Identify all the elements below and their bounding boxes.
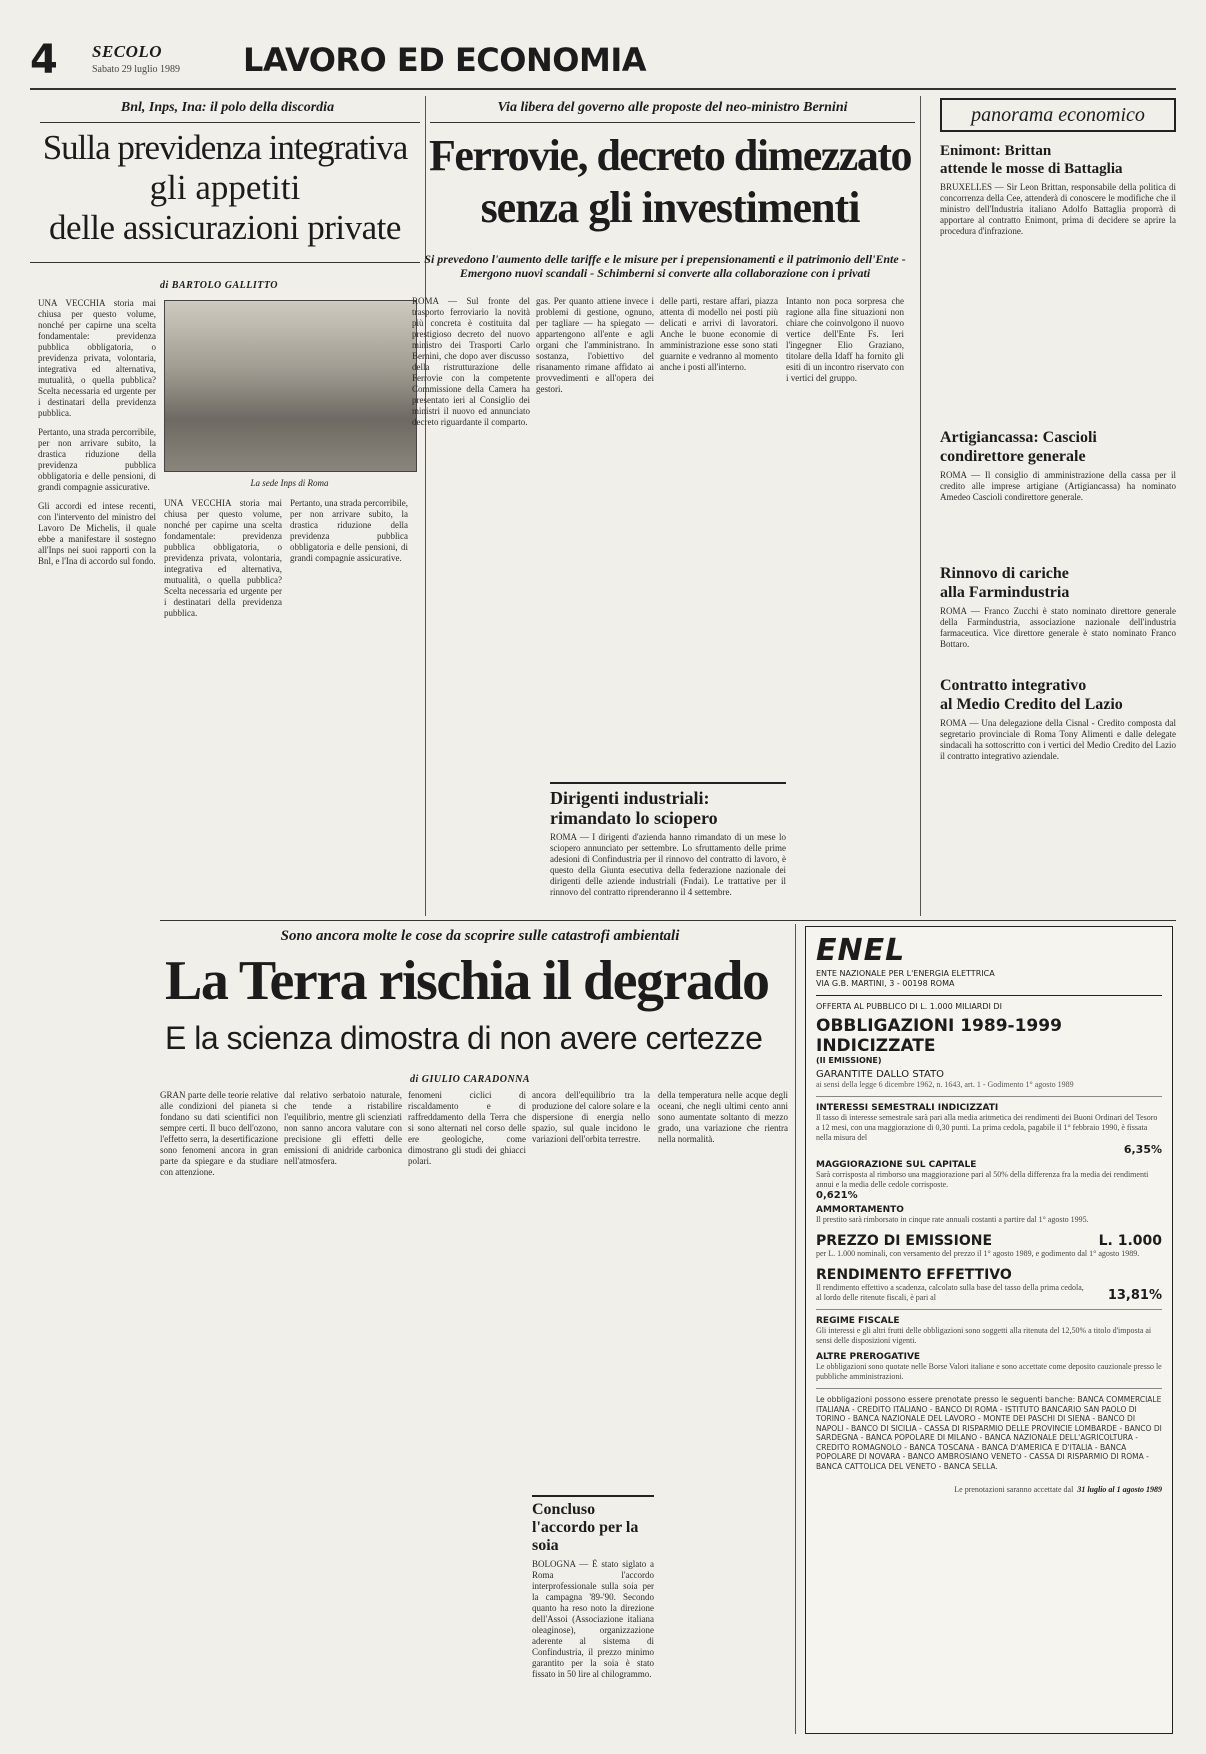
enel-advertisement — [805, 926, 1173, 1734]
enel-amort-head: AMMORTAMENTO — [816, 1205, 904, 1215]
enel-interest-head: INTERESSI SEMESTRALI INDICIZZATI — [816, 1103, 999, 1113]
box-dirigenti-body: ROMA — I dirigenti d'azienda hanno rimandato di un mese lo sciopero annunciato per settembre. Lo sfruttamento delle prime adesioni di Confindustria per il rinnovo del contratto di lavoro, è questo della Giunta esecutiva della federazione nazionale dei dirigenti delle aziende industriali (Fndai). Le trattative per il rinnovo del contratto riprenderanno il 4 settembre. — [550, 832, 786, 897]
box-dirigenti-headline-line2: rimandato lo sciopero — [550, 808, 718, 828]
box-soia-body: BOLOGNA — È stato siglato a Roma l'accordo interprofessionale sulla soia per la campagna '89-'90. Secondo quanto ha reso noto la direzione dell'Assoi (Associazione italiana oleaginose), organizzazione aderente al sistema di Confindustria, il prezzo minimo garantito per la soia è stato fissato in 50 lire al chilogrammo. — [532, 1559, 654, 1679]
article2-headline — [410, 130, 930, 234]
enel-banks-text: Le obbligazioni possono essere prenotate presso le seguenti banche: BANCA COMMERCIALE ITALIANA - CREDITO ITALIANO - BANCO DI ROMA - ISTITUTO BANCARIO SAN PAOLO DI TORINO - BANCA NAZIONALE DEL LAVORO - MONTE DEI PASCHI DI SIENA - BANCO DI NAPOLI - BANCO DI SICILIA - CASSA DI RISPARMIO DELLE PROVINCIE LOMBARDE - BANCO DI SARDEGNA - BANCA POPOLARE DI MILANO - BANCA NAZIONALE DELL'AGRICOLTURA - CREDITO ROMAGNOLO - BANCA TOSCANA - BANCA D'AMERICA E D'ITALIA - BANCA POPOLARE DI NOVARA - BANCO AMBROSIANO VENETO - CASSA DI RISPARMIO DI ROMA - BANCA CATTOLICA DEL VENETO - BANCA SELLA. — [816, 1395, 1162, 1471]
enel-org-line1: ENTE NAZIONALE PER L'ENERGIA ELETTRICA — [816, 969, 995, 978]
article2-body-col4: Intanto non poca sorpresa che ragione alla fine situazioni non chiare che coinvolgono il nuovo vertice dell'Ente Fs. Ieri l'ingegner Elio Graziano, titolare della Idaff ha fornito gli esiti di un incontro riservato con i vertici del gruppo. — [786, 296, 904, 383]
panorama-item3-head-line2: alla Farmindustria — [940, 584, 1070, 601]
enel-price-value: L. 1.000 — [1098, 1233, 1162, 1249]
enel-price-head: PREZZO DI EMISSIONE — [816, 1233, 993, 1249]
enel-interest-text: Il tasso di interesse semestrale sarà pari alla media aritmetica dei rendimenti dei Buoni Ordinari del Tesoro a 12 mesi, con una maggiorazione di 0,30 punti. La prima cedola, pagabile il 1° febbraio 1990, è fissata nella misura del — [816, 1113, 1158, 1142]
enel-guarantee-text: ai sensi della legge 6 dicembre 1962, n. 1643, art. 1 - Godimento 1° agosto 1989 — [816, 1080, 1074, 1089]
lower-section-rule — [160, 920, 1176, 921]
article3-body-col4: ancora dell'equilibrio tra la produzione del calore solare e la dispersione di energia nello spazio, sul quale incidono le variazioni dell'orbita terrestre. — [532, 1090, 650, 1144]
panorama-item3-body: ROMA — Franco Zucchi è stato nominato direttore generale della Farmindustria, associazione nazionale dell'industria farmaceutica. Vice direttore generale è stato nominato Franco Bottaro. — [940, 606, 1176, 649]
article1-body-col1 — [38, 298, 156, 1718]
page-number: 4 — [30, 37, 58, 83]
panorama-item2-head — [940, 428, 1176, 466]
article2-subhead: Si prevedono l'aumento delle tariffe e le misure per i prepensionamenti e il patrimonio dell'Ente - Emergono nuovi scandali - Schimberni si converte alla collaborazione con i privati — [424, 252, 906, 280]
enel-org-line2: VIA G.B. MARTINI, 3 - 00198 ROMA — [816, 979, 955, 988]
enel-title: OBBLIGAZIONI 1989-1999 INDICIZZATE — [816, 1016, 1062, 1056]
page-date: Sabato 29 luglio 1989 — [92, 64, 181, 75]
enel-capital-rate: 0,621% — [816, 1190, 858, 1201]
enel-yield-rate: 13,81% — [1107, 1288, 1162, 1303]
article2-col-rule — [920, 96, 921, 916]
article2-kicker-rule — [430, 122, 915, 123]
enel-guarantee: GARANTITE DALLO STATO — [816, 1069, 945, 1080]
article1-body-c: Gli accordi ed intese recenti, con l'intervento del ministro del Lavoro De Michelis, il quale ebbe a manifestare il sostegno all'Inps nei suoi rapporti con la Bnl, e l'Ina di accordo sul fondo. — [38, 501, 156, 566]
enel-divider-2 — [816, 1096, 1162, 1097]
panorama-title-box — [940, 98, 1176, 132]
enel-price-row — [816, 1233, 1162, 1249]
panorama-item4-head — [940, 676, 1176, 714]
article1-body-b: Pertanto, una strada percorribile, per non arrivare subito, la drastica riduzione della previdenza pubblica obbligatoria e delle pensioni, di grandi compagnie assicurative. — [38, 427, 156, 492]
panorama-item4-body: ROMA — Una delegazione della Cisnal - Credito composta dal segretario provinciale di Roma Tony Alimenti e dalle delegate sindacali ha sottoscritto con i vertici del Medio Credito del Lazio il contratto integrativo aziendale. — [940, 718, 1176, 761]
article3-body-col1: GRAN parte delle teorie relative alle condizioni del pianeta si fondano su dati scientifici non sempre certi. Il buco dell'ozono, l'effetto serra, la desertificazione sono fenomeni ancora in gran parte da spiegare e da studiare con attenzione. — [160, 1090, 278, 1177]
article3-body-col5: della temperatura nelle acque degli oceani, che negli ultimi cento anni sono aumentate soltanto di mezzo grado, una variazione che rientra nella normalità. — [658, 1090, 788, 1144]
enel-capital-text: Sarà corrisposta al rimborso una maggiorazione pari al 50% della differenza fra la media dei rendimenti annui e la media delle cedole corrisposte. — [816, 1170, 1149, 1189]
enel-divider — [816, 995, 1162, 996]
panorama-item2-body: ROMA — Il consiglio di amministrazione della cassa per il credito alle imprese artigiane (Artigiancassa) ha nominato Amedeo Cascioli condirettore generale. — [940, 470, 1176, 502]
article1-kicker-rule — [40, 122, 420, 123]
enel-divider-4 — [816, 1388, 1162, 1389]
article2-headline-line1: Ferrovie, decreto dimezzato — [429, 131, 911, 180]
article1-photo-caption: La sede Inps di Roma — [250, 478, 329, 488]
enel-footer-text: Le prenotazioni saranno accettate dal — [954, 1485, 1074, 1494]
article1-byline: di BARTOLO GALLITTO — [160, 280, 279, 291]
article1-body-col3: Pertanto, una strada percorribile, per non arrivare subito, la drastica riduzione della previdenza pubblica obbligatoria e delle pensioni, di grandi compagnie assicurative. — [290, 498, 408, 563]
article2-body-col1: ROMA — Sul fronte del trasporto ferroviario la novità più concreta è costituita dal prestigioso decreto del nuovo ministro dei Trasporti Carlo Bernini, che dopo aver discusso della ristrutturazione delle Ferrovie con la competente Commissione della Camera ha presentato ieri al Consiglio dei ministri il nuovo ed annunciato decreto riguardante il comparto. — [412, 296, 530, 427]
enel-other-text: Le obbligazioni sono quotate nelle Borse Valori italiane e sono accettate come deposito cauzionale presso le pubbliche amministrazioni. — [816, 1362, 1162, 1381]
enel-yield-row — [816, 1283, 1162, 1303]
article2-body-col3: delle parti, restare affari, piazza attenta di modello nei posti più delicati e arrivi di lavoratori. Anche le buone economie di amministrazione esse sono stati guarnite e vedranno al momento anche i posti all'interno. — [660, 296, 778, 372]
panorama-item4-head-line1: Contratto integrativo — [940, 677, 1087, 694]
enel-amort-text: Il prestito sarà rimborsato in cinque rate annuali costanti a partire dal 1° agosto 1995. — [816, 1215, 1089, 1224]
article2-kicker: Via libera del governo alle proposte del neo-ministro Bernini — [497, 100, 848, 115]
article2-body-col2: gas. Per quanto attiene invece i problemi di gestione, ognuno, per tagliare — ha spiegato — appartengono all'ente e agli organi che l'amministrano. In sostanza, l'obiettivo del risanamento rimane affidato ai provvedimenti e all'opera dei gestori. — [536, 296, 654, 394]
enel-fiscal-head: REGIME FISCALE — [816, 1316, 900, 1326]
box-dirigenti — [550, 782, 786, 902]
enel-price-text: per L. 1.000 nominali, con versamento del prezzo il 1° agosto 1989, e godimento dal 1° agosto 1989. — [816, 1249, 1140, 1258]
enel-fiscal-text: Gli interessi e gli altri frutti delle obbligazioni sono soggetti alla ritenuta del 12,50% a titolo d'imposta ai sensi delle disposizioni vigenti. — [816, 1326, 1152, 1345]
panorama-item4-head-line2: al Medio Credito del Lazio — [940, 696, 1123, 713]
panorama-item1-body: BRUXELLES — Sir Leon Brittan, responsabile della politica di concorrenza della Cee, attenderà di conoscere le modifiche che il ministro dell'Industria italiano Adolfo Battaglia proporrà di apportare al contratto Enimont, prima di decidere se aprire la procedura d'infrazione. — [940, 182, 1176, 236]
masthead: SECOLO — [92, 42, 163, 61]
panorama-item3-head — [940, 564, 1176, 602]
panorama-item2-head-line1: Artigiancassa: Cascioli — [940, 429, 1097, 446]
article3-headline: La Terra rischia il degrado — [165, 950, 769, 1012]
article3-col-rule — [795, 924, 796, 1734]
article2-headline-line2: senza gli investimenti — [480, 183, 860, 232]
enel-logo: ENEL — [816, 933, 906, 968]
enel-yield-text: Il rendimento effettivo a scadenza, calcolato sulla base del tasso della prima cedola, al lordo delle ritenute fiscali, è pari al — [816, 1283, 1084, 1302]
article1-headline-line3: delle assicurazioni private — [49, 208, 401, 247]
article1-headline-line2: gli appetiti — [149, 168, 301, 207]
panorama-title: panorama economico — [971, 104, 1145, 126]
enel-emission: (II EMISSIONE) — [816, 1056, 882, 1065]
article1-headline — [30, 128, 420, 248]
enel-footer — [816, 1479, 1162, 1497]
article1-body-col2: UNA VECCHIA storia mai chiusa per questo volume, nonché per capirne una scelta fondamentale: previdenza pubblica obbligatoria, o previdenza privata, volontaria, integrativa ed alternativa, mutualità, o quella pubblica? Scelta necessaria ed urgente per i destinatari della previdenza pubblica. — [164, 498, 282, 618]
article3-body-col3: fenomeni ciclici di riscaldamento e di raffreddamento della Terra che si sono alternati nel corso delle ere geologiche, come dimostrano gli studi dei ghiacci polari. — [408, 1090, 526, 1166]
panorama-item1-head-line1: Enimont: Brittan — [940, 143, 1052, 159]
box-soia-headline: Concluso l'accordo per la soia — [532, 1501, 639, 1554]
panorama-item1-head — [940, 142, 1176, 178]
panorama-item1-head-line2: attende le mosse di Battaglia — [940, 161, 1123, 177]
enel-divider-3 — [816, 1309, 1162, 1310]
article1-body-a: UNA VECCHIA storia mai chiusa per questo volume, nonché per capirne una scelta fondamentale: previdenza pubblica obbligatoria, o previdenza privata, volontaria, integrativa ed alternativa, mutualità, o quella pubblica? Scelta necessaria ed urgente per i destinatari della previdenza pubblica. — [38, 298, 156, 418]
article1-kicker: Bnl, Inps, Ina: il polo della discordia — [120, 100, 335, 115]
panorama-item2-head-line2: condirettore generale — [940, 448, 1086, 465]
article3-body-col2: dal relativo serbatoio naturale, che tende a ristabilire l'equilibrio, mentre gli scienziati non sanno ancora valutare con precisione gli effetti delle emissioni di anidride carbonica nell'atmosfera. — [284, 1090, 402, 1166]
article1-headline-line1: Sulla previdenza integrativa — [42, 128, 408, 167]
panorama-column — [940, 98, 1176, 910]
box-dirigenti-headline-line1: Dirigenti industriali: — [550, 788, 710, 808]
article3-kicker: Sono ancora molte le cose da scoprire sulle catastrofi ambientali — [280, 928, 680, 944]
header-rule — [30, 88, 1176, 90]
enel-offer: OFFERTA AL PUBBLICO DI L. 1.000 MILIARDI DI — [816, 1002, 1002, 1011]
panorama-item3-head-line1: Rinnovo di cariche — [940, 565, 1069, 582]
section-title: LAVORO ED ECONOMIA — [243, 41, 646, 79]
enel-capital-head: MAGGIORAZIONE SUL CAPITALE — [816, 1160, 977, 1170]
enel-yield-head: RENDIMENTO EFFETTIVO — [816, 1267, 1012, 1283]
article1-photo — [164, 300, 417, 472]
article3-subhead: E la scienza dimostra di non avere certezze — [165, 1020, 763, 1056]
enel-interest-rate: 6,35% — [1123, 1143, 1162, 1156]
article1-head-rule — [30, 262, 420, 263]
enel-footer-dates: 31 luglio al 1 agosto 1989 — [1077, 1485, 1162, 1494]
enel-other-head: ALTRE PREROGATIVE — [816, 1352, 921, 1362]
article3-byline: di GIULIO CARADONNA — [410, 1074, 531, 1085]
box-soia — [532, 1495, 654, 1737]
